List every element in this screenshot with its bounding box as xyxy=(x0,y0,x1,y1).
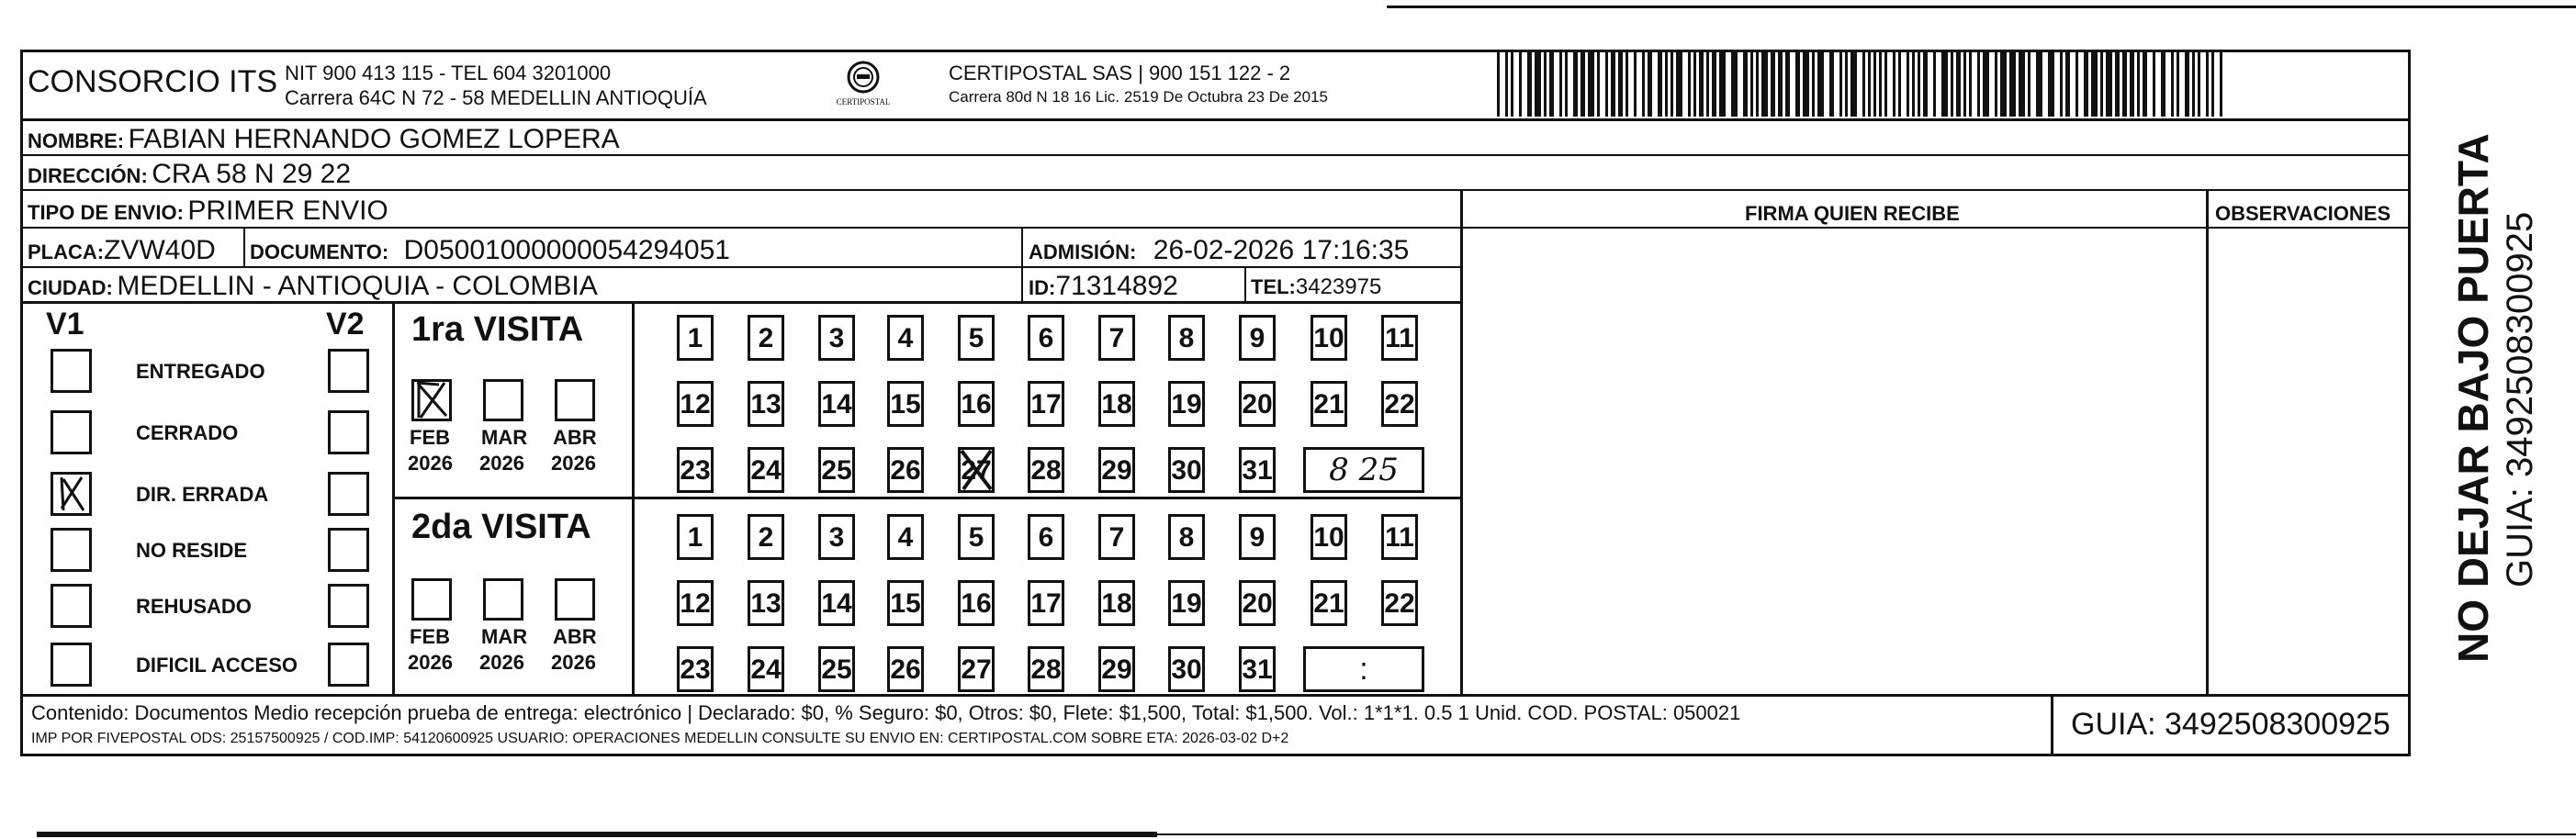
month-checkbox[interactable] xyxy=(411,379,452,421)
barcode-bar xyxy=(1785,50,1790,117)
barcode-bar xyxy=(1731,50,1738,117)
sender-nit-tel: NIT 900 413 115 - TEL 604 3201000 xyxy=(285,62,612,84)
barcode-bar xyxy=(1676,50,1682,117)
footer-guia: GUIA: 3492508300925 xyxy=(2071,707,2390,742)
v2-checkbox[interactable] xyxy=(328,472,369,516)
day-box[interactable]: 14 xyxy=(818,580,855,626)
barcode-bar xyxy=(1995,50,1997,117)
placa-separator xyxy=(243,229,245,267)
barcode-bar xyxy=(1893,50,1895,117)
day-box[interactable] xyxy=(958,447,995,493)
barcode-bar xyxy=(2198,50,2200,117)
barcode-bar xyxy=(2153,50,2155,117)
barcode-bar xyxy=(1712,50,1716,117)
id-value: 71314892 xyxy=(1055,271,1178,301)
barcode-bar xyxy=(1983,50,1989,117)
barcode-bar xyxy=(1611,50,1615,117)
placa-label: PLACA: xyxy=(28,241,105,263)
barcode-bar xyxy=(1658,50,1662,117)
barcode-bar xyxy=(1969,50,1972,117)
day-box[interactable]: 15 xyxy=(887,381,924,427)
v1-checkbox[interactable] xyxy=(51,643,92,687)
id-separator xyxy=(1021,267,1023,302)
month-checkbox[interactable] xyxy=(483,578,523,621)
day-box[interactable]: 5 xyxy=(958,514,995,560)
direccion-value: CRA 58 N 29 22 xyxy=(152,159,352,189)
month-year-label: 2026 xyxy=(479,651,524,674)
day-box[interactable]: 29 xyxy=(1098,447,1135,493)
barcode-bar xyxy=(2115,50,2120,117)
day-box[interactable]: 26 xyxy=(887,646,924,692)
v1-label: V1 xyxy=(46,307,84,341)
month-checkbox[interactable] xyxy=(483,379,523,421)
barcode-bar xyxy=(1549,50,1554,117)
status-label: DIR. ERRADA xyxy=(136,483,269,506)
day-box[interactable]: 8 xyxy=(1168,514,1205,560)
admision-value: 26-02-2026 17:16:35 xyxy=(1153,235,1410,265)
observaciones-left-border xyxy=(2206,191,2209,694)
barcode-bar xyxy=(1648,50,1652,117)
day-box[interactable]: 24 xyxy=(748,646,784,692)
day-box[interactable]: 7 xyxy=(1098,315,1135,361)
documento-row xyxy=(250,235,730,266)
barcode-bar xyxy=(2075,50,2078,117)
day-box[interactable]: 28 xyxy=(1028,646,1064,692)
day-box[interactable]: 4 xyxy=(887,514,924,560)
day-box[interactable]: 4 xyxy=(887,315,924,361)
day-box[interactable]: 27 xyxy=(958,646,995,692)
month-label: MAR xyxy=(481,426,528,449)
day-box[interactable]: 16 xyxy=(958,580,995,626)
barcode-bar xyxy=(2036,50,2042,117)
barcode-bar xyxy=(1743,50,1748,117)
day-box[interactable]: 23 xyxy=(677,447,714,493)
direccion-row xyxy=(28,159,351,190)
day-box[interactable]: 9 xyxy=(1239,315,1276,361)
nombre-row xyxy=(28,124,620,155)
barcode-bar xyxy=(1719,50,1726,117)
tel-label: TEL: xyxy=(1251,275,1296,298)
day-box[interactable]: 12 xyxy=(677,381,714,427)
barcode-bar xyxy=(1511,50,1513,117)
day-box[interactable]: 11 xyxy=(1381,514,1418,560)
barcode-bar xyxy=(1634,50,1637,117)
footer-imp: IMP POR FIVEPOSTAL ODS: 25157500925 / COD.IMP: 54120600925 USUARIO: OPERACIONES MEDELLIN CONSULTE SU ENVIO EN: CERTIPOSTAL.COM SOBRE ETA: 2026-03-02 D+2 xyxy=(31,731,1289,746)
day-box[interactable]: 12 xyxy=(677,580,714,626)
documento-label: DOCUMENTO: xyxy=(250,241,389,263)
month-year-label: 2026 xyxy=(479,452,524,475)
day-box[interactable]: 2 xyxy=(748,514,784,560)
placa-value: ZVW40D xyxy=(104,235,216,265)
barcode-bar xyxy=(1795,50,1800,117)
barcode-bar xyxy=(2091,50,2098,117)
barcode-bar xyxy=(1778,50,1783,117)
barcode-bar xyxy=(1941,50,1948,117)
day-box[interactable]: 15 xyxy=(887,580,924,626)
direccion-label: DIRECCIÓN: xyxy=(28,164,148,187)
barcode-bar xyxy=(1956,50,1961,117)
day-box[interactable]: 13 xyxy=(748,381,784,427)
day-box[interactable]: 24 xyxy=(748,447,784,493)
footer-contenido: Contenido: Documentos Medio recepción prueba de entrega: electrónico | Declarado: $0, % Seguro: $0, Otros: $0, Flete: $1,500, Total: $1,500. Vol.: 1*1*1. 0.5 1 Unid. COD. POSTAL: 050021 xyxy=(31,701,1741,724)
day-box[interactable]: 14 xyxy=(818,381,855,427)
barcode-bar xyxy=(1873,50,1876,117)
month-year-label: 2026 xyxy=(408,651,453,674)
barcode-bar xyxy=(1544,50,1547,117)
day-box[interactable]: 23 xyxy=(677,646,714,692)
nombre-label: NOMBRE: xyxy=(28,129,125,152)
barcode-bar xyxy=(1812,50,1815,117)
day-box[interactable]: 22 xyxy=(1381,381,1418,427)
barcode-bar xyxy=(2065,50,2070,117)
barcode-bar xyxy=(1688,50,1691,117)
carrier-logo xyxy=(831,59,895,110)
barcode-bar xyxy=(1884,50,1887,117)
day-box[interactable]: 13 xyxy=(748,580,784,626)
day-box[interactable]: 10 xyxy=(1310,514,1347,560)
day-box[interactable]: 1 xyxy=(677,315,714,361)
barcode-bar xyxy=(2100,50,2103,117)
firma-left-border xyxy=(1460,191,1463,694)
barcode-bar xyxy=(1923,50,1928,117)
admision-row xyxy=(1029,235,1409,266)
header-divider xyxy=(20,118,2411,121)
time-box[interactable]: : xyxy=(1303,646,1424,692)
v2-checkbox[interactable] xyxy=(328,528,369,572)
footer-guia-separator xyxy=(2051,695,2053,756)
tel-value: 3423975 xyxy=(1295,274,1382,299)
barcode-bar xyxy=(2019,50,2025,117)
barcode-bar xyxy=(1618,50,1623,117)
month-label: ABR xyxy=(553,426,597,449)
observaciones-header: OBSERVACIONES xyxy=(2215,202,2391,225)
barcode-bar xyxy=(1706,50,1709,117)
barcode-bar xyxy=(1761,50,1768,117)
status-label: NO RESIDE xyxy=(136,539,248,562)
barcode-bar xyxy=(1771,50,1775,117)
day-box[interactable]: 31 xyxy=(1239,646,1276,692)
barcode-bar xyxy=(2192,50,2195,117)
day-box[interactable]: 25 xyxy=(818,447,855,493)
id-label: ID: xyxy=(1029,276,1056,299)
barcode-bar xyxy=(1665,50,1668,117)
barcode-bar xyxy=(1845,50,1848,117)
day-box[interactable]: 3 xyxy=(818,315,855,361)
tipo-value: PRIMER ENVIO xyxy=(187,196,388,226)
day-box[interactable]: 17 xyxy=(1028,580,1064,626)
day-box[interactable]: 6 xyxy=(1028,514,1064,560)
barcode-bar xyxy=(2028,50,2030,117)
check-x-mark xyxy=(958,447,995,493)
day-box[interactable]: 1 xyxy=(677,514,714,560)
day-box[interactable]: 30 xyxy=(1168,447,1205,493)
day-box[interactable]: 31 xyxy=(1239,447,1276,493)
barcode xyxy=(1497,50,2232,117)
barcode-bar xyxy=(1850,50,1857,117)
day-box[interactable]: 2 xyxy=(748,315,784,361)
barcode-bar xyxy=(1951,50,1953,117)
day-box[interactable]: 10 xyxy=(1310,315,1347,361)
barcode-bar xyxy=(2206,50,2209,117)
day-box[interactable]: 3 xyxy=(818,514,855,560)
time-box[interactable]: 8 25 xyxy=(1303,447,1424,493)
row-divider-2 xyxy=(20,189,2411,191)
v2-label: V2 xyxy=(326,307,365,341)
id-row xyxy=(1029,271,1178,302)
barcode-bar xyxy=(1527,50,1532,117)
barcode-bar xyxy=(2084,50,2088,117)
day-box[interactable]: 29 xyxy=(1098,646,1135,692)
barcode-bar xyxy=(1898,50,1901,117)
month-year-label: 2026 xyxy=(551,651,596,674)
barcode-bar xyxy=(2161,50,2165,117)
barcode-bar xyxy=(1588,50,1594,117)
day-box[interactable]: 19 xyxy=(1168,381,1205,427)
barcode-bar xyxy=(1505,50,1508,117)
sender-name: CONSORCIO ITS xyxy=(28,64,278,99)
barcode-bar xyxy=(1605,50,1608,117)
day-box[interactable]: 8 xyxy=(1168,315,1205,361)
barcode-bar xyxy=(1918,50,1920,117)
barcode-bar xyxy=(1750,50,1753,117)
admision-separator xyxy=(1021,229,1023,267)
row-divider-1 xyxy=(20,154,2411,156)
barcode-bar xyxy=(2130,50,2134,117)
month-label: MAR xyxy=(481,625,528,648)
v2-checkbox[interactable] xyxy=(328,410,369,454)
barcode-bar xyxy=(2177,50,2179,117)
barcode-bar xyxy=(1862,50,1865,117)
barcode-bar xyxy=(1519,50,1522,117)
barcode-bar xyxy=(2185,50,2189,117)
top-rule xyxy=(1387,6,2576,8)
placa-row xyxy=(28,235,216,266)
barcode-bar xyxy=(2048,50,2054,117)
day-box[interactable]: 18 xyxy=(1098,381,1135,427)
barcode-bar xyxy=(1565,50,1568,117)
barcode-bar xyxy=(1912,50,1915,117)
day-box[interactable]: 28 xyxy=(1028,447,1064,493)
carrier-name-nit: CERTIPOSTAL SAS | 900 151 122 - 2 xyxy=(949,62,1291,84)
barcode-bar xyxy=(1803,50,1809,117)
documento-value: D05001000000054294051 xyxy=(403,235,730,265)
tel-row xyxy=(1251,274,1381,300)
barcode-bar xyxy=(1693,50,1696,117)
barcode-bar xyxy=(1497,50,1500,117)
check-x-mark xyxy=(51,472,92,516)
barcode-bar xyxy=(2000,50,2007,117)
nombre-value: FABIAN HERNANDO GOMEZ LOPERA xyxy=(128,124,620,154)
barcode-bar xyxy=(2122,50,2127,117)
barcode-bar xyxy=(2220,50,2222,117)
side-warning: NO DEJAR BAJO PUERTA xyxy=(2449,133,2497,663)
day-box[interactable]: 17 xyxy=(1028,381,1064,427)
barcode-bar xyxy=(1879,50,1882,117)
ciudad-label: CIUDAD: xyxy=(28,276,113,299)
day-box[interactable]: 18 xyxy=(1098,580,1135,626)
barcode-bar xyxy=(2143,50,2147,117)
v2-checkbox[interactable] xyxy=(328,643,369,687)
visit1-title: 1ra VISITA xyxy=(411,310,584,349)
tipo-row xyxy=(28,196,388,227)
sender-address: Carrera 64C N 72 - 58 MEDELLIN ANTIOQUÍA xyxy=(285,86,707,109)
barcode-bar xyxy=(1642,50,1645,117)
status-label: DIFICIL ACCESO xyxy=(136,654,298,677)
day-box[interactable]: 7 xyxy=(1098,514,1135,560)
barcode-bar xyxy=(1625,50,1628,117)
day-box[interactable]: 30 xyxy=(1168,646,1205,692)
month-label: ABR xyxy=(553,625,597,648)
barcode-bar xyxy=(2060,50,2063,117)
month-checkbox[interactable] xyxy=(555,379,595,421)
v1-checkbox[interactable] xyxy=(51,472,92,516)
status-label: ENTREGADO xyxy=(136,360,265,383)
carrier-logo-text: CERTIPOSTAL xyxy=(836,97,891,106)
day-box[interactable]: 22 xyxy=(1381,580,1418,626)
month-checkbox[interactable] xyxy=(411,578,452,621)
barcode-bar xyxy=(1535,50,1541,117)
check-x-mark xyxy=(411,379,452,421)
day-box[interactable]: 6 xyxy=(1028,315,1064,361)
barcode-bar xyxy=(1977,50,1980,117)
day-box[interactable]: 25 xyxy=(818,646,855,692)
barcode-bar xyxy=(1868,50,1871,117)
month-year-label: 2026 xyxy=(408,452,453,475)
barcode-bar xyxy=(1580,50,1585,117)
barcode-bar xyxy=(2211,50,2214,117)
month-year-label: 2026 xyxy=(551,452,596,475)
barcode-bar xyxy=(1699,50,1704,117)
admision-label: ADMISIÓN: xyxy=(1029,241,1137,263)
barcode-bar xyxy=(1829,50,1834,117)
row-divider-5 xyxy=(20,301,1460,304)
day-box[interactable]: 20 xyxy=(1239,381,1276,427)
barcode-bar xyxy=(1597,50,1600,117)
ciudad-value: MEDELLIN - ANTIOQUIA - COLOMBIA xyxy=(117,271,598,301)
v1-checkbox[interactable] xyxy=(51,528,92,572)
day-box[interactable]: 26 xyxy=(887,447,924,493)
barcode-bar xyxy=(2106,50,2112,117)
barcode-bar xyxy=(1933,50,1936,117)
visit2-title: 2da VISITA xyxy=(411,508,591,546)
barcode-bar xyxy=(1963,50,1966,117)
firma-header: FIRMA QUIEN RECIBE xyxy=(1745,202,1960,225)
status-label: CERRADO xyxy=(136,421,239,444)
carrier-license: Carrera 80d N 18 16 Lic. 2519 De Octubra 23 De 2015 xyxy=(949,88,1328,106)
status-label: REHUSADO xyxy=(136,595,252,618)
row-divider-3 xyxy=(20,227,2411,229)
barcode-bar xyxy=(1839,50,1842,117)
day-box[interactable]: 20 xyxy=(1239,580,1276,626)
v1-checkbox[interactable] xyxy=(51,584,92,628)
v2-checkbox[interactable] xyxy=(328,349,369,393)
barcode-bar xyxy=(2009,50,2016,117)
month-checkbox[interactable] xyxy=(555,578,595,621)
v2-checkbox[interactable] xyxy=(328,584,369,628)
day-box[interactable]: 16 xyxy=(958,381,995,427)
month-label: FEB xyxy=(410,426,450,449)
tipo-label: TIPO DE ENVIO: xyxy=(28,201,184,224)
day-box[interactable]: 9 xyxy=(1239,514,1276,560)
day-box[interactable]: 21 xyxy=(1310,381,1347,427)
day-box[interactable]: 19 xyxy=(1168,580,1205,626)
side-guia: GUIA: 3492508300925 xyxy=(2500,211,2540,587)
ciudad-row xyxy=(28,271,598,302)
day-box[interactable]: 21 xyxy=(1310,580,1347,626)
barcode-bar xyxy=(1817,50,1824,117)
barcode-bar xyxy=(1573,50,1578,117)
tel-separator xyxy=(1244,267,1246,302)
barcode-bar xyxy=(1756,50,1759,117)
day-number: 27 xyxy=(961,455,992,486)
visit-divider xyxy=(392,497,1460,499)
day-box[interactable]: 5 xyxy=(958,315,995,361)
day-box[interactable]: 11 xyxy=(1381,315,1418,361)
barcode-bar xyxy=(2137,50,2140,117)
bottom-rule-thin xyxy=(1157,833,2576,835)
barcode-bar xyxy=(1670,50,1673,117)
v1-checkbox[interactable] xyxy=(51,349,92,393)
v1-checkbox[interactable] xyxy=(51,410,92,454)
barcode-bar xyxy=(2171,50,2174,117)
barcode-bar xyxy=(1559,50,1562,117)
barcode-bar xyxy=(1907,50,1909,117)
bottom-rule-thick xyxy=(37,832,1157,837)
month-label: FEB xyxy=(410,625,450,648)
